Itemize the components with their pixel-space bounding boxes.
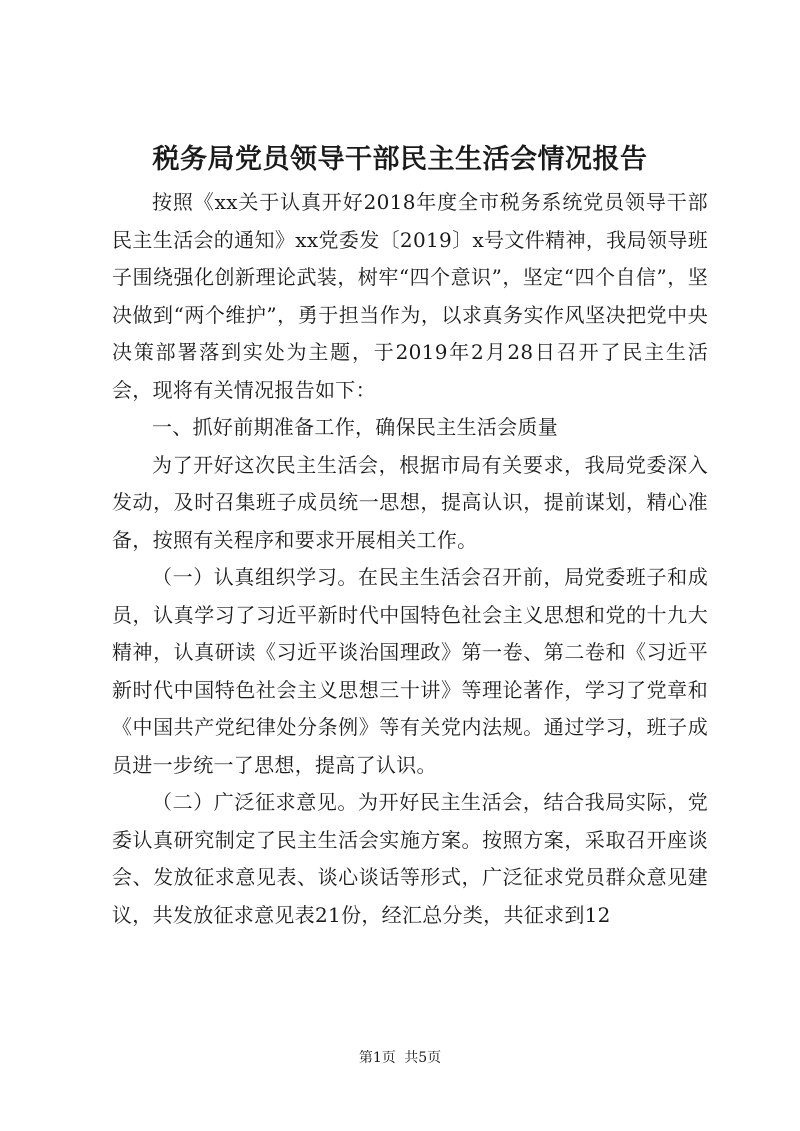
page-footer bbox=[0, 1048, 800, 1068]
document-body bbox=[112, 184, 708, 934]
document-title: 税务局党员领导干部民主生活会情况报告 bbox=[152, 144, 648, 175]
paragraph-preparation: 为了开好这次民主生活会，根据市局有关要求，我局党委深入发动，及时召集班子成员统一思想，提高认识，提前谋划，精心准备，按照有关程序和要求开展相关工作。 bbox=[112, 452, 708, 552]
page-total: 共5页 bbox=[404, 1050, 442, 1066]
paragraph-intro: 按照《xx关于认真开好2018年度全市税务系统党员领导干部民主生活会的通知》xx党委发〔2019〕x号文件精神，我局领导班子围绕强化创新理论武装，树牢“四个意识”，坚定“四个自信”，坚决做到“两个维护”，勇于担当作为，以求真务实作风坚决把党中央决策部署落到实处为主题，于2019年2月28日召开了民主生活会，现将有关情况报告如下： bbox=[112, 190, 708, 402]
page-number: 第1页 bbox=[358, 1050, 396, 1066]
paragraph-study: （一）认真组织学习。在民主生活会召开前，局党委班子和成员，认真学习了习近平新时代中国特色社会主义思想和党的十九大精神，认真研读《习近平谈治国理政》第一卷、第二卷和《习近平新时代中国特色社会主义思想三十讲》等理论著作，学习了党章和《中国共产党纪律处分条例》等有关党内法规。通过学习，班子成员进一步统一了思想，提高了认识。 bbox=[112, 565, 708, 777]
paragraph-opinions: （二）广泛征求意见。为开好民主生活会，结合我局实际，党委认真研究制定了民主生活会实施方案。按照方案，采取召开座谈会、发放征求意见表、谈心谈话等形式，广泛征求党员群众意见建议，共发放征求意见表21份，经汇总分类，共征求到12 bbox=[112, 790, 708, 927]
section-heading-1: 一、抓好前期准备工作，确保民主生活会质量 bbox=[152, 415, 558, 439]
